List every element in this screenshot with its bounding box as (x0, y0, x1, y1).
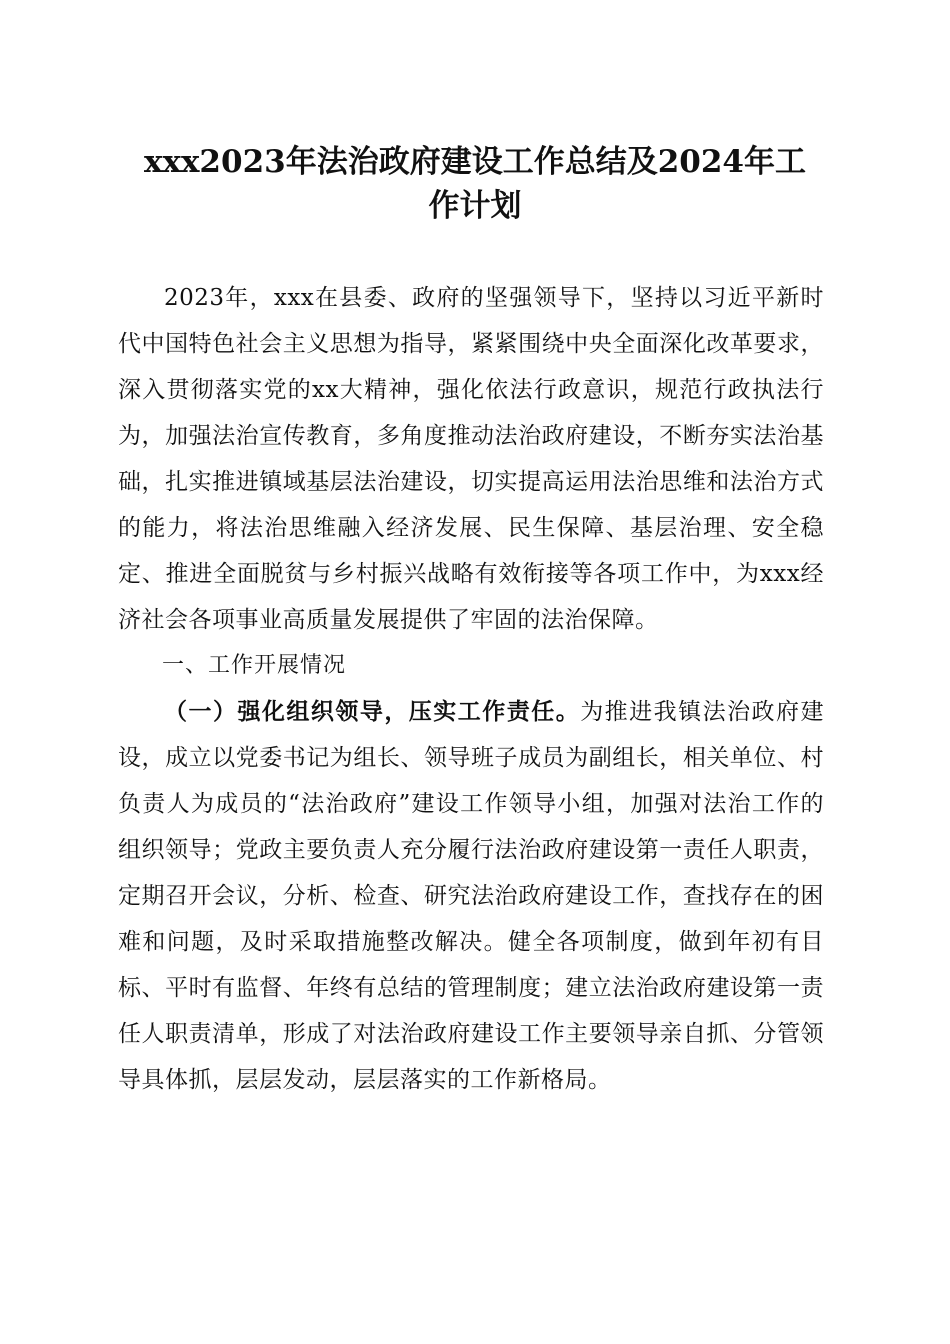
document-title (110, 140, 840, 228)
subsection-paragraph-1 (118, 689, 824, 1103)
document-body (118, 275, 824, 1103)
title-line-2: 作计划 (428, 188, 522, 224)
title-line-1: xxx2023年法治政府建设工作总结及2024年工 (143, 144, 806, 180)
intro-paragraph: 2023年，xxx在县委、政府的坚强领导下，坚持以习近平新时代中国特色社会主义思想为指导，紧紧围绕中央全面深化改革要求，深入贯彻落实党的xx大精神，强化依法行政意识，规范行政执法行为，加强法治宣传教育，多角度推动法治政府建设，不断夯实法治基础，扎实推进镇域基层法治建设，切实提高运用法治思维和法治方式的能力，将法治思维融入经济发展、民生保障、基层治理、安全稳定、推进全面脱贫与乡村振兴战略有效衔接等各项工作中，为xxx经济社会各项事业高质量发展提供了牢固的法治保障。 (118, 285, 824, 633)
subsection-lead-1: （一）强化组织领导，压实工作责任。 (164, 698, 581, 725)
section-heading-1: 一、工作开展情况 (162, 653, 347, 678)
subsection-text-1: 为推进我镇法治政府建设，成立以党委书记为组长、领导班子成员为副组长，相关单位、村负责人为成员的“法治政府”建设工作领导小组，加强对法治工作的组织领导；党政主要负责人充分履行法治政府建设第一责任人职责，定期召开会议，分析、检查、研究法治政府建设工作，查找存在的困难和问题，及时采取措施整改解决。健全各项制度，做到年初有目标、平时有监督、年终有总结的管理制度；建立法治政府建设第一责任人职责清单，形成了对法治政府建设工作主要领导亲自抓、分管领导具体抓，层层发动，层层落实的工作新格局。 (118, 699, 825, 1093)
